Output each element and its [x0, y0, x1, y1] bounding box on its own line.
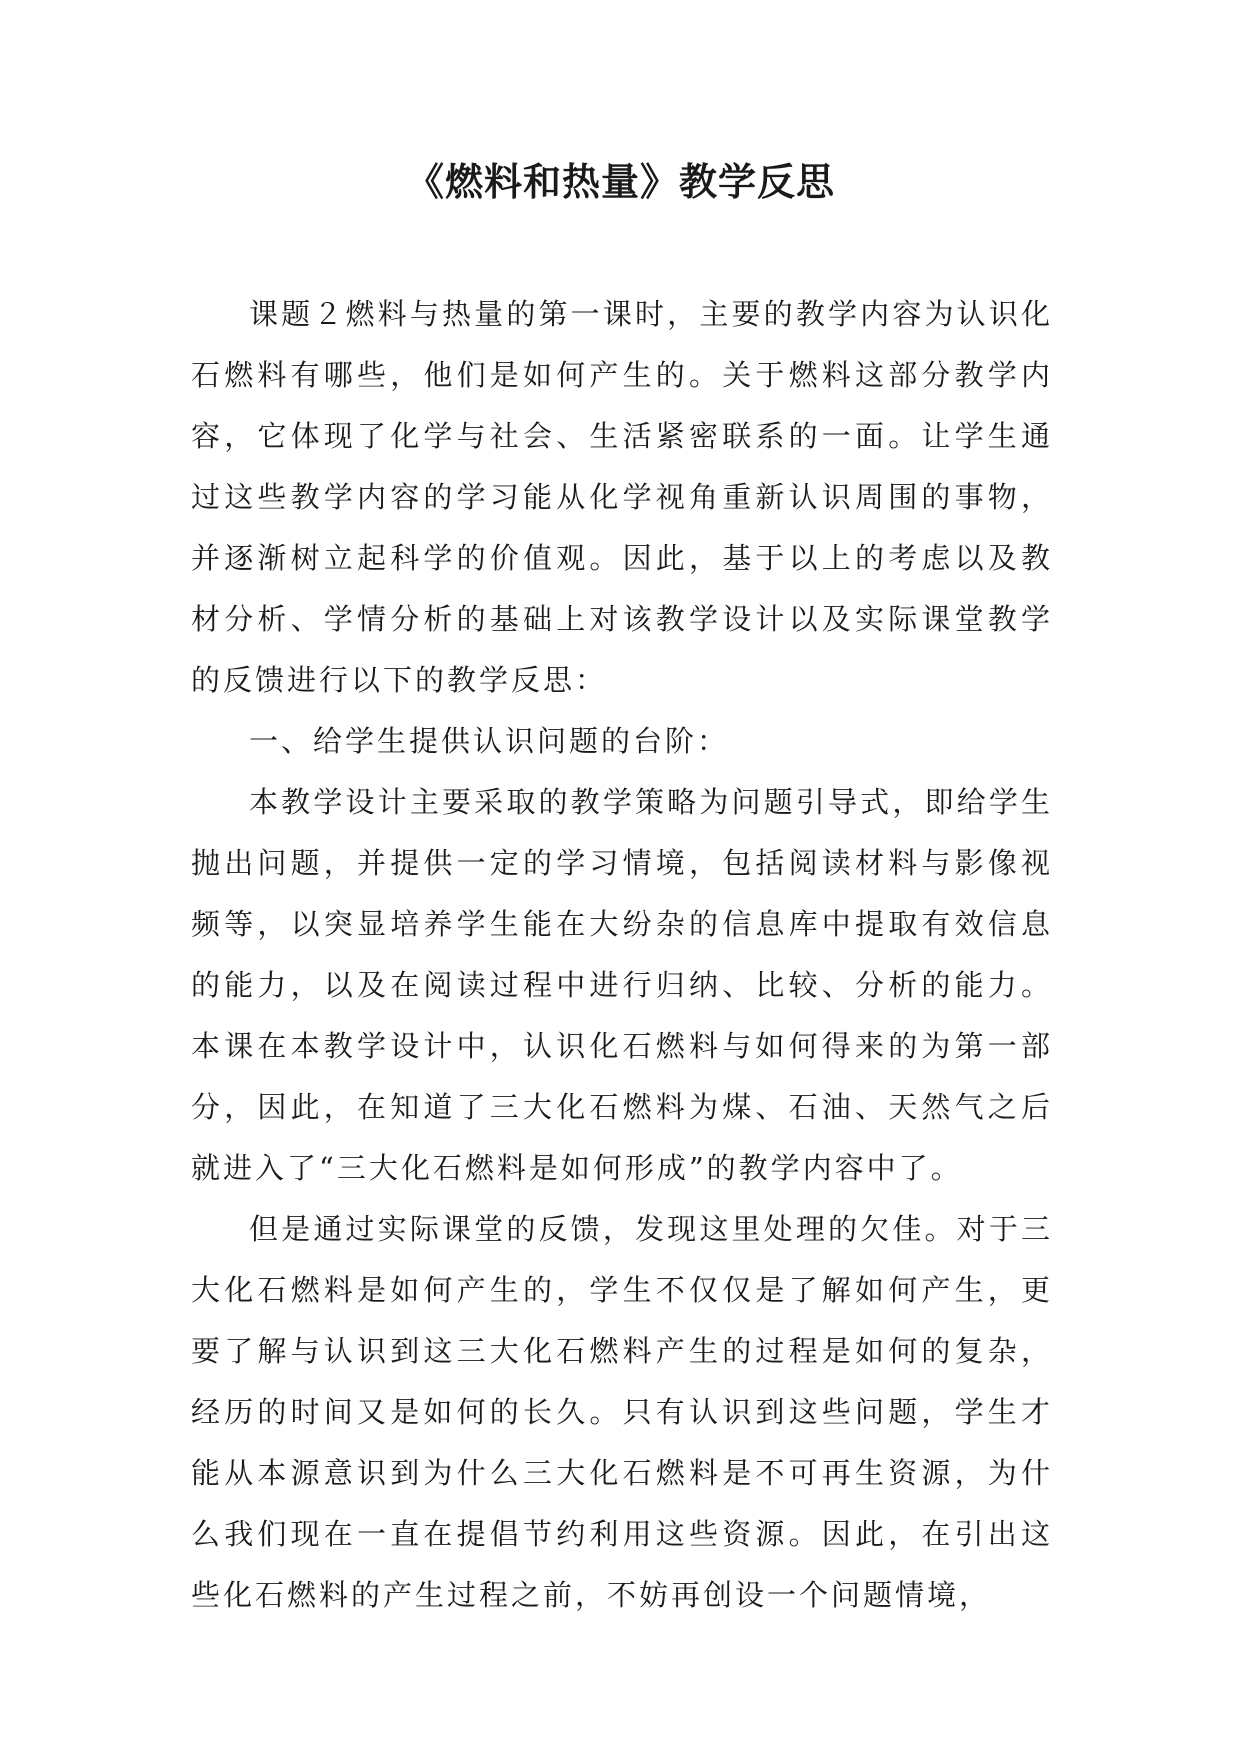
document-title: 《燃料和热量》教学反思: [405, 160, 835, 204]
section-heading: 一、给学生提供认识问题的台阶：: [249, 724, 730, 758]
feedback-paragraph: 但是通过实际课堂的反馈，发现这里处理的欠佳。对于三大化石燃料是如何产生的，学生不仅仅是了解如何产生，更要了解与认识到这三大化石燃料产生的过程是如何的复杂，经历的时间又是如何的长久。只有认识到这些问题，学生才能从本源意识到为什么三大化石燃料是不可再生资源，为什么我们现在一直在提倡节约利用这些资源。因此，在引出这些化石燃料的产生过程之前，不妨再创设一个问题情境，: [191, 1212, 1053, 1612]
intro-paragraph: 课题２燃料与热量的第一课时，主要的教学内容为认识化石燃料有哪些，他们是如何产生的。关于燃料这部分教学内容，它体现了化学与社会、生活紧密联系的一面。让学生通过这些教学内容的学习能从化学视角重新认识周围的事物，并逐渐树立起科学的价值观。因此，基于以上的考虑以及教材分析、学情分析的基础上对该教学设计以及实际课堂教学的反馈进行以下的教学反思：: [191, 297, 1053, 697]
strategy-paragraph: 本教学设计主要采取的教学策略为问题引导式，即给学生抛出问题，并提供一定的学习情境，包括阅读材料与影像视频等，以突显培养学生能在大纷杂的信息库中提取有效信息的能力，以及在阅读过程中进行归纳、比较、分析的能力。本课在本教学设计中，认识化石燃料与如何得来的为第一部分，因此，在知道了三大化石燃料为煤、石油、天然气之后就进入了“三大化石燃料是如何形成”的教学内容中了。: [191, 785, 1053, 1185]
document-body: [191, 284, 1053, 1626]
